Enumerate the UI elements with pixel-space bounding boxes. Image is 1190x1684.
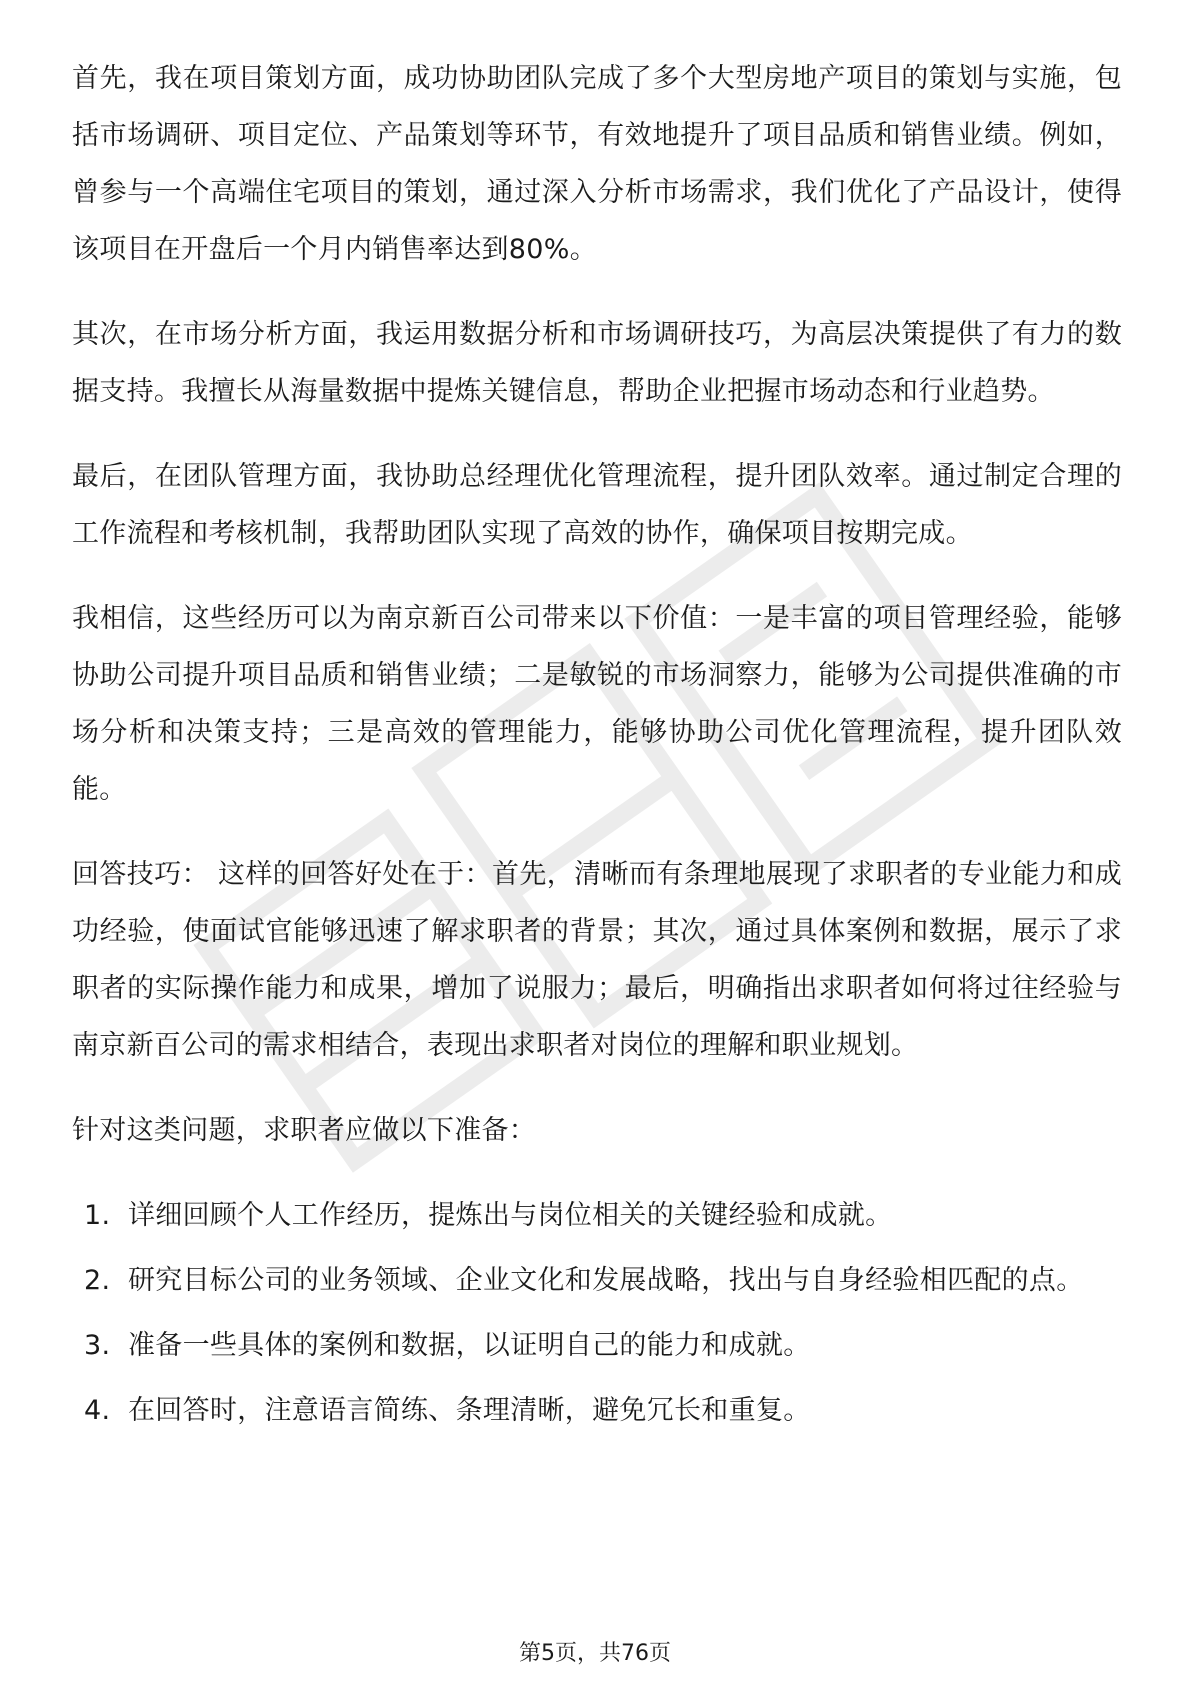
list-item: [72, 1252, 1122, 1309]
list-item: [72, 1187, 1122, 1244]
list-item: [72, 1317, 1122, 1374]
list-item-text: 详细回顾个人工作经历，提炼出与岗位相关的关键经验和成就。: [128, 1200, 893, 1231]
list-item-number: 4.: [84, 1395, 111, 1426]
paragraph-project-planning: 首先，我在项目策划方面，成功协助团队完成了多个大型房地产项目的策划与实施，包括市场调研、项目定位、产品策划等环节，有效地提升了项目品质和销售业绩。例如，曾参与一个高端住宅项目的策划，通过深入分析市场需求，我们优化了产品设计，使得该项目在开盘后一个月内销售率达到80%。: [72, 63, 1122, 265]
paragraph-preparation-intro: 针对这类问题，求职者应做以下准备：: [72, 1115, 537, 1146]
list-item-number: 3.: [84, 1330, 111, 1361]
paragraph-value-proposition: 我相信，这些经历可以为南京新百公司带来以下价值：一是丰富的项目管理经验，能够协助公司提升项目品质和销售业绩；二是敏锐的市场洞察力，能够为公司提供准确的市场分析和决策支持；三是高效的管理能力，能够协助公司优化管理流程，提升团队效能。: [72, 603, 1122, 805]
document-body: [72, 50, 1122, 1447]
list-item-text: 准备一些具体的案例和数据，以证明自己的能力和成就。: [128, 1330, 811, 1361]
list-item-text: 在回答时，注意语言简练、条理清晰，避免冗长和重复。: [128, 1395, 811, 1426]
paragraph-answer-tips: 回答技巧： 这样的回答好处在于：首先，清晰而有条理地展现了求职者的专业能力和成功经验，使面试官能够迅速了解求职者的背景；其次，通过具体案例和数据，展示了求职者的实际操作能力和成果，增加了说服力；最后，明确指出求职者如何将过往经验与南京新百公司的需求相结合，表现出求职者对岗位的理解和职业规划。: [72, 859, 1122, 1061]
list-item-number: 2.: [84, 1265, 111, 1296]
list-item-number: 1.: [84, 1200, 111, 1231]
paragraph-team-management: 最后，在团队管理方面，我协助总经理优化管理流程，提升团队效率。通过制定合理的工作流程和考核机制，我帮助团队实现了高效的协作，确保项目按期完成。: [72, 461, 1122, 549]
list-item-text: 研究目标公司的业务领域、企业文化和发展战略，找出与自身经验相匹配的点。: [128, 1265, 1084, 1296]
preparation-list: [72, 1187, 1122, 1439]
paragraph-market-analysis: 其次，在市场分析方面，我运用数据分析和市场调研技巧，为高层决策提供了有力的数据支持。我擅长从海量数据中提炼关键信息，帮助企业把握市场动态和行业趋势。: [72, 319, 1122, 407]
page-number-footer: 第5页，共76页: [519, 1641, 671, 1666]
list-item: [72, 1382, 1122, 1439]
